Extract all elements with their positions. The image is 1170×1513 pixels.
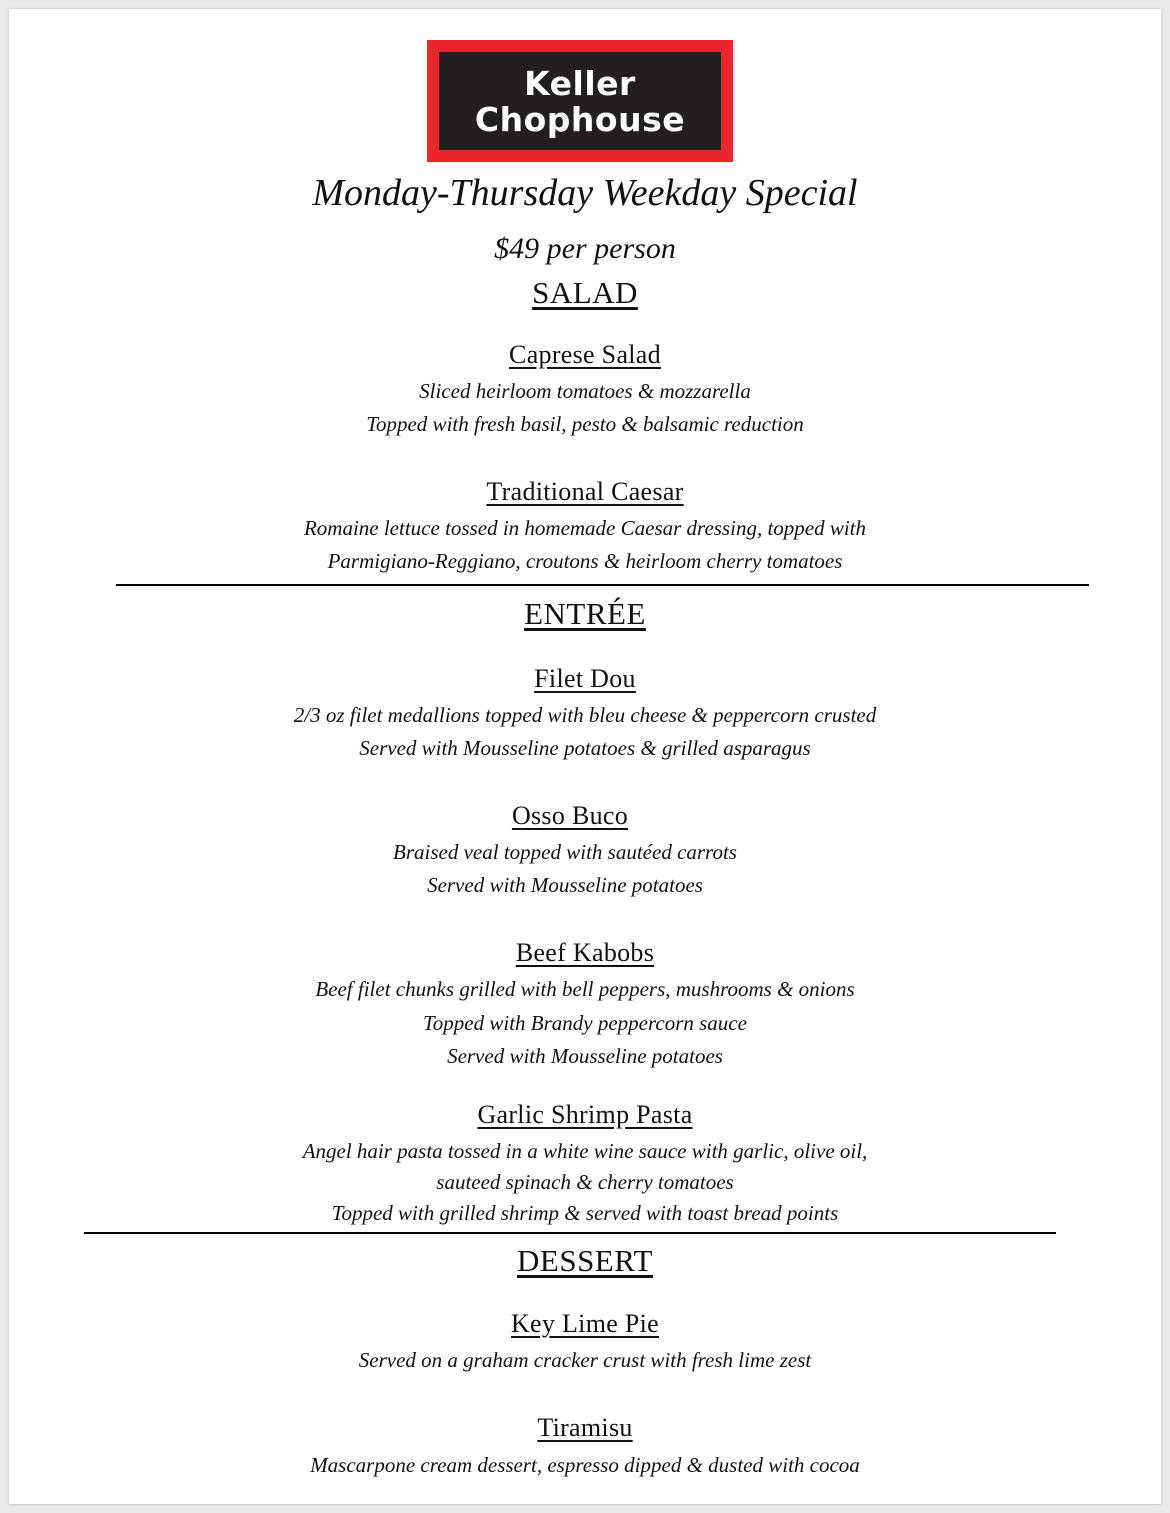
menu-title: Monday-Thursday Weekday Special — [312, 172, 858, 214]
item-name-tiramisu: Tiramisu — [537, 1413, 633, 1442]
item-desc-shrimp-line2: sauteed spinach & cherry tomatoes — [436, 1170, 734, 1194]
section-heading-dessert: DESSERT — [517, 1243, 653, 1278]
item-name-filet-dou: Filet Dou — [534, 664, 636, 693]
keller-chophouse-logo — [427, 40, 733, 162]
item-desc-osso-line1: Braised veal topped with sautéed carrots — [393, 840, 737, 864]
section-heading-entree: ENTRÉE — [524, 596, 646, 631]
logo-line-1: Keller — [524, 64, 636, 103]
menu-page — [9, 9, 1161, 1504]
item-desc-keylime-line1: Served on a graham cracker crust with fresh lime zest — [358, 1348, 812, 1372]
item-name-garlic-shrimp-pasta: Garlic Shrimp Pasta — [477, 1100, 693, 1129]
item-desc-caprese-line1: Sliced heirloom tomatoes & mozzarella — [419, 379, 751, 403]
item-desc-caprese-line2: Topped with fresh basil, pesto & balsamic reduction — [366, 412, 804, 436]
item-desc-filet-line2: Served with Mousseline potatoes & grilled asparagus — [359, 736, 811, 760]
item-desc-caesar-line1: Romaine lettuce tossed in homemade Caesar dressing, topped with — [303, 516, 867, 540]
item-name-traditional-caesar: Traditional Caesar — [486, 477, 684, 506]
item-desc-caesar-line2: Parmigiano-Reggiano, croutons & heirloom cherry tomatoes — [327, 549, 843, 573]
section-heading-salad: SALAD — [532, 275, 638, 310]
item-name-beef-kabobs: Beef Kabobs — [515, 938, 655, 967]
item-desc-kabobs-line3: Served with Mousseline potatoes — [447, 1044, 723, 1068]
item-name-caprese-salad: Caprese Salad — [509, 340, 661, 369]
item-desc-shrimp-line3: Topped with grilled shrimp & served with toast bread points — [331, 1201, 839, 1225]
item-desc-tiramisu-line1: Mascarpone cream dessert, espresso dipped & dusted with cocoa — [310, 1453, 860, 1477]
item-desc-filet-line1: 2/3 oz filet medallions topped with bleu cheese & peppercorn crusted — [293, 703, 877, 727]
section-divider-entree — [84, 1232, 1056, 1234]
item-name-key-lime-pie: Key Lime Pie — [510, 1309, 659, 1338]
section-divider-salad — [116, 584, 1089, 586]
item-name-osso-buco: Osso Buco — [511, 801, 629, 830]
item-desc-osso-line2: Served with Mousseline potatoes — [427, 873, 703, 897]
logo-panel — [439, 52, 721, 150]
item-desc-kabobs-line1: Beef filet chunks grilled with bell peppers, mushrooms & onions — [315, 977, 855, 1001]
logo-line-2: Chophouse — [474, 100, 686, 139]
item-desc-shrimp-line1: Angel hair pasta tossed in a white wine sauce with garlic, olive oil, — [302, 1139, 868, 1163]
item-desc-kabobs-line2: Topped with Brandy peppercorn sauce — [423, 1011, 747, 1035]
menu-price: $49 per person — [494, 232, 676, 265]
